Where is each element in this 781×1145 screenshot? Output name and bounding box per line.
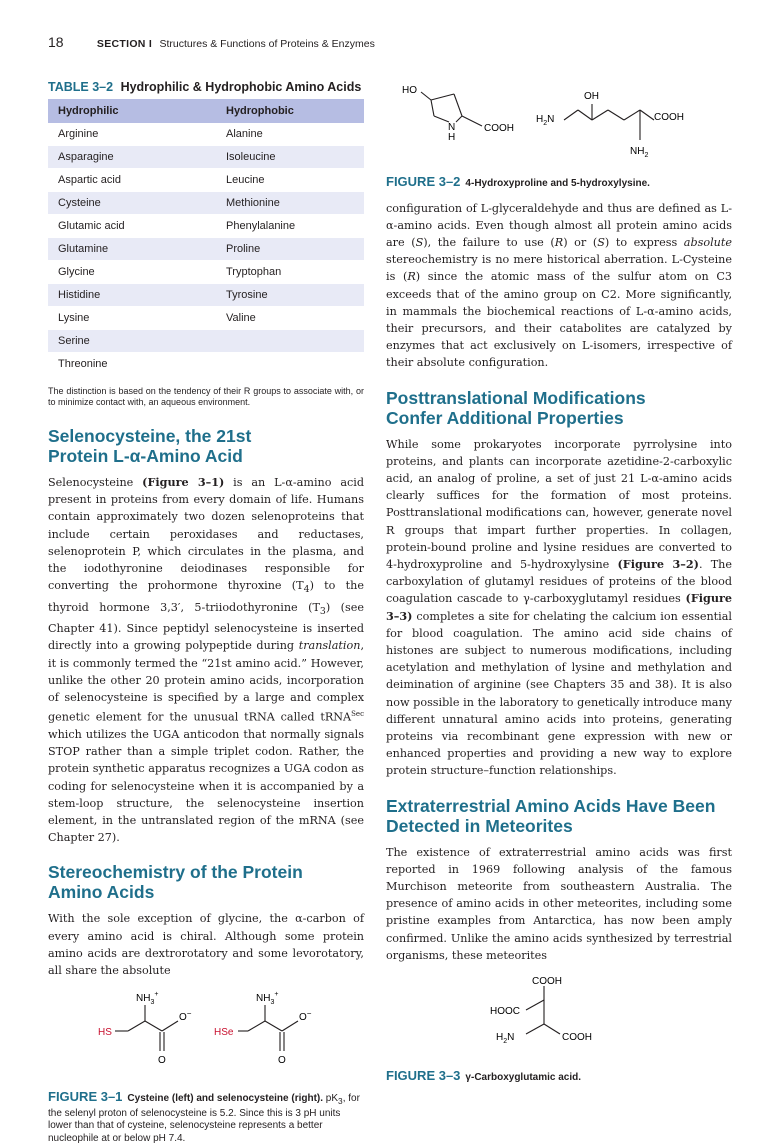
figure-title: Cysteine (left) and selenocysteine (right). [127,1093,324,1105]
text-run: ) to express [604,235,684,249]
table-row [48,123,364,146]
figure-label: FIGURE 3–2 [386,174,461,189]
atom-hs: HS [98,1027,112,1039]
heading-line: Posttranslational Modifications [386,387,646,408]
table-row [48,192,364,215]
column-header-hydrophobic: Hydrophobic [216,99,364,123]
paragraph-selenocysteine [48,474,364,846]
cysteine-structure [115,1005,178,1051]
cell-hydrophobic: Methionine [216,192,364,215]
heading-stereochemistry [48,862,364,902]
text-run: . The carboxylation of glutamyl residues of proteins of the blood coagulation cascade to γ-carboxyglutamyl residues [386,557,732,606]
text-run: which utilizes the UGA anticodon that normally signals STOP rather than a simple triplet codon. Rather, the protein synthetic apparatus recognizes a UGA codon as coding for selenocysteine when it is accompanied by a stem-loop structure, the selenocysteine insertion element, in the untranslated region of the mRNA (see Chapter 27). [48,728,364,845]
cell-hydrophobic: Phenylalanine [216,215,364,238]
text-run: ) to the thyroid hormone 3,3′, 5-triiodothyronine (T [48,579,364,614]
cell-hydrophilic: Glutamic acid [48,215,216,238]
subscript: 3 [338,1096,343,1107]
figure-title: 4-Hydroxyproline and 5-hydroxylysine. [465,178,650,189]
table-row [48,307,364,330]
left-column [48,80,364,1145]
text-run: configuration of L-glyceraldehyde and thus are defined as L-α-amino acids. Even though almost all protein amino acids are ( [386,201,732,249]
selenocysteine-structure [238,1005,298,1051]
cell-hydrophobic: Isoleucine [216,146,364,169]
cell-hydrophilic: Histidine [48,284,216,307]
amino-acid-table [48,99,364,376]
subscript: 4 [303,584,310,596]
atom-o-minus-sec: O− [299,1009,312,1024]
cell-hydrophobic [216,353,364,376]
superscript: Sec [351,710,364,719]
table-row [48,330,364,353]
atom-h: H [448,132,456,143]
cell-hydrophilic: Glutamine [48,238,216,261]
heading-line: Protein L-α-Amino Acid [48,446,243,466]
cell-hydrophilic: Lysine [48,307,216,330]
cell-hydrophilic: Cysteine [48,192,216,215]
hydroxylysine-structure [564,104,654,140]
paragraph-configuration [386,200,732,372]
cell-hydrophobic: Tyrosine [216,284,364,307]
atom-cooh-top: COOH [532,976,562,988]
heading-line: Amino Acids [48,882,155,903]
table-header-row [48,99,364,123]
table-row [48,353,364,376]
figure-reference: (Figure 3–2) [617,556,699,571]
text-run: , it is commonly termed the “21st amino acid.” However, unlike the other 20 protein amino acids, incorporation of selenocysteine is specified by a large and complex genetic element for the unusual tRNA called tRNA [48,639,364,724]
caption-text: pK [323,1093,339,1105]
carboxyglutamic-acid-structure [526,986,560,1034]
heading-line: Extraterrestrial Amino Acids Have Been [386,795,716,816]
subscript: 3 [319,605,326,617]
emphasis: S [597,235,605,249]
paragraph-stereochemistry: With the sole exception of glycine, the α-carbon of every amino acid is chiral. Although some protein amino acids are dextrorotatory and some levorotatory, all share the absolute [48,912,364,978]
atom-cooh-right: COOH [562,1032,592,1044]
cell-hydrophobic: Alanine [216,123,364,146]
atom-nh3-cys: $NH_3^+$ [136,991,159,1007]
table-footnote: The distinction is based on the tendency of their R groups to associate with, or to minimize contact with, an aqueous environment. [48,386,364,407]
atom-ho: HO [402,85,417,96]
figure-3-3-caption [386,1070,732,1085]
table-row [48,238,364,261]
figure-label: FIGURE 3–3 [386,1068,461,1084]
page-number: 18 [48,34,64,50]
figure-3-2-structures [386,80,732,162]
text-run: Selenocysteine [48,476,143,489]
text-run: ) or ( [563,235,598,249]
atom-nh3-sec: $NH_3^+$ [256,991,279,1007]
heading-line: Confer Additional Properties [386,407,624,428]
hydroxyproline-structure [421,92,482,126]
emphasis: R [407,270,416,284]
figure-3-1-caption [48,1091,364,1145]
column-header-hydrophilic: Hydrophilic [48,99,216,123]
figure-3-2-caption [386,176,732,191]
heading-posttranslational [386,388,732,428]
figure-reference: (Figure 3–3) [386,591,732,623]
text-run: is an L-α-amino acid present in proteins from every domain of life. Humans contain approximately two dozen selenoproteins that include certain peroxidases and reductases, selenoprotein P, which circulates in the plasma, and the iodothyronine deiodinases responsible for converting the prohormone thyroxine (T [48,476,365,593]
atom-h2n-hyl: $H_2N$ [536,114,555,127]
cell-hydrophobic: Leucine [216,169,364,192]
heading-line: Detected in Meteorites [386,815,573,836]
cell-hydrophilic: Threonine [48,353,216,376]
paragraph-posttranslational [386,436,732,780]
atom-n: N [448,122,456,133]
atom-hooc: HOOC [490,1006,520,1018]
text-run: completes a site for chelating the calcium ion essential for blood coagulation. The amino acid side chains of histones are subject to numerous modifications, including acetylation and methylation of lysine and methylation and deimination of arginine (see Chapters 35 and 38). It is also now possible in the laboratory to genetically introduce many different unnatural amino acids into proteins, generating proteins via recombinant gene expression with new or enhanced properties and providing a new way to explore protein structure–function relationships. [386,609,732,778]
cell-hydrophobic: Tryptophan [216,261,364,284]
cell-hydrophobic: Proline [216,238,364,261]
text-run: ) since the atomic mass of the sulfur atom on C3 exceeds that of the amino group on C2. More significantly, in mammals the biochemical reactions of L-α-amino acids, their precursors, and their catabolites are catalyzed by enzymes that act exclusively on L-isomers, irrespective of their absolute configuration. [386,270,732,370]
table-row [48,261,364,284]
heading-line: Selenocysteine, the 21st [48,426,252,446]
text-run: While some prokaryotes incorporate pyrrolysine into proteins, and plants can incorporate azetidine-2-carboxylic acid, an analog of proline, a set of just 21 L-α-amino acids clearly suffices for the formation of most proteins. Posttranslational modifications can, however, generate novel R groups that impart further properties. In collagen, protein-bound proline and lysine residues are converted to 4-hydroxyproline and 5-hydroxylysine [386,437,732,571]
table-row [48,215,364,238]
emphasis: R [554,235,564,249]
table-row [48,284,364,307]
heading-extraterrestrial [386,796,732,836]
table-title: Hydrophilic & Hydrophobic Amino Acids [120,80,362,94]
cell-hydrophilic: Serine [48,330,216,353]
section-label: SECTION I [96,38,153,50]
figure-reference: (Figure 3–1) [142,475,225,489]
atom-oh: OH [584,91,599,102]
atom-h2n-gla: $H_2N$ [496,1032,515,1046]
cell-hydrophilic: Asparagine [48,146,216,169]
atom-nh2-hyl: $NH_2$ [630,146,649,159]
atom-o-minus-cys: O− [179,1009,192,1024]
table-label: TABLE 3–2 [48,80,114,94]
figure-title: γ-Carboxyglutamic acid. [465,1072,582,1084]
heading-selenocysteine [48,426,364,466]
cell-hydrophilic: Arginine [48,123,216,146]
emphasis: S [415,235,424,249]
atom-cooh-hyl: COOH [654,112,684,123]
figure-3-1-structures [48,989,364,1085]
paragraph-extraterrestrial: The existence of extraterrestrial amino acids was first reported in 1969 following analysis of the famous Murchison meteorite from southeastern Australia. The presence of amino acids in other meteorites, including some pristine examples from Antarctica, has now been amply confirmed. Unlike the amino acids synthesized by terrestrial organisms, these meteorites [386,845,732,962]
cell-hydrophobic: Valine [216,307,364,330]
emphasis: translation [298,639,361,653]
caption-text: , for the selenyl proton of selenocysteine is 5.2. Since this is 3 pH units lower than that of cysteine, selenocysteine represents a better nucleophile at or below pH 7.4. [48,1093,360,1144]
atom-o-cys: O [158,1055,166,1067]
text-run: ) (see Chapter 41). Since peptidyl selenocysteine is inserted directly into a growing polypeptide during [48,600,364,653]
cell-hydrophilic: Glycine [48,261,216,284]
atom-hse: HSe [214,1027,234,1039]
table-row [48,169,364,192]
figure-label: FIGURE 3–1 [48,1089,123,1105]
right-column [386,80,732,1085]
running-header [48,34,375,50]
emphasis: absolute [683,235,732,249]
section-title: Structures & Functions of Proteins & Enzymes [159,38,375,50]
text-run: stereochemistry is no mere historical aberration. L-Cysteine is ( [386,253,732,284]
heading-line: Stereochemistry of the Protein [48,862,303,883]
cell-hydrophobic [216,330,364,353]
atom-cooh-hyp: COOH [484,123,514,134]
cell-hydrophilic: Aspartic acid [48,169,216,192]
table-caption [48,80,364,94]
text-run: ), the failure to use ( [423,235,555,249]
table-body [48,123,364,376]
figure-3-3-structure [386,972,732,1054]
atom-o-sec: O [278,1055,286,1067]
table-row [48,146,364,169]
